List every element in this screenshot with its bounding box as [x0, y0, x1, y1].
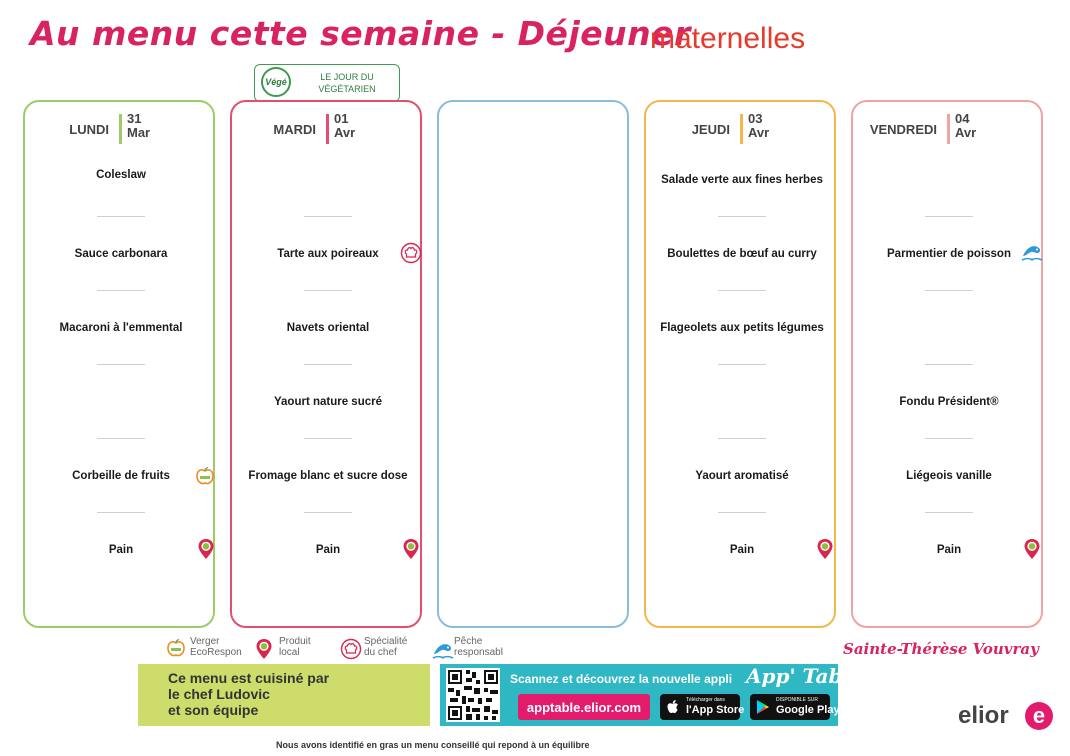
menu-item: Flageolets aux petits légumes	[660, 322, 824, 334]
menu-item: Boulettes de bœuf au curry	[667, 248, 817, 260]
separator	[304, 364, 352, 365]
school-name: Sainte-Thérèse Vouvray	[843, 640, 1039, 658]
menu-item: Sauce carbonara	[74, 248, 168, 260]
chef-line: Ce menu est cuisiné par	[168, 670, 330, 686]
menu-item: Pain	[729, 544, 755, 556]
chef-line: et son équipe	[168, 702, 259, 718]
vege-badge-line2: VÉGÉTARIEN	[318, 84, 376, 94]
day-divider	[740, 114, 743, 144]
produit-local-icon	[402, 538, 420, 560]
produit-local-icon	[816, 538, 834, 560]
day-header	[232, 110, 420, 146]
day-number: 31	[127, 111, 142, 126]
legend-label: Spécialité	[364, 636, 408, 647]
day-name: MARDI	[273, 122, 316, 137]
separator	[97, 512, 145, 513]
separator	[304, 438, 352, 439]
legend-label: Pêche	[454, 636, 483, 647]
legend-label: local	[279, 647, 300, 658]
footer-note: Nous avons identifié en gras un menu conseillé qui repond à un équilibre	[276, 740, 590, 750]
day-name: VENDREDI	[869, 122, 937, 137]
separator	[718, 364, 766, 365]
day-name: JEUDI	[691, 122, 730, 137]
menu-item: Fromage blanc et sucre dose	[248, 470, 408, 482]
menu-item: Pain	[108, 544, 134, 556]
chef-info-box	[138, 664, 430, 726]
menu-item: Yaourt nature sucré	[273, 396, 382, 408]
menu-item: Pain	[936, 544, 962, 556]
separator	[97, 216, 145, 217]
separator	[718, 512, 766, 513]
separator	[925, 438, 973, 439]
app-store-label: l'App Store	[686, 704, 745, 716]
vege-logo-icon: Végé	[261, 67, 291, 97]
day-month: Mar	[127, 125, 151, 140]
day-header	[25, 110, 213, 146]
specialite-chef-icon	[400, 242, 422, 264]
scan-text: Scannez et découvrez la nouvelle appli	[510, 672, 733, 686]
specialite-chef-icon	[340, 638, 362, 660]
menu-item: Parmentier de poisson	[887, 248, 1011, 260]
day-name: LUNDI	[69, 122, 109, 137]
menu-item: Fondu Président®	[899, 396, 999, 408]
vegetarian-day-badge	[254, 64, 400, 102]
menu-item: Salade verte aux fines herbes	[661, 174, 823, 186]
app-store-small: Télécharger dans	[686, 697, 725, 703]
separator	[925, 512, 973, 513]
app-name: App' Table	[746, 664, 863, 688]
separator	[925, 290, 973, 291]
day-divider	[947, 114, 950, 144]
day-column-empty	[437, 100, 629, 628]
day-number: 04	[955, 111, 970, 126]
day-column-mardi	[230, 100, 422, 628]
day-month: Avr	[748, 125, 770, 140]
menu-item: Navets oriental	[286, 322, 370, 334]
verger-ecorespon-icon	[166, 638, 186, 658]
elior-logo: elior	[958, 702, 1009, 729]
google-play-icon	[756, 699, 770, 715]
day-month: Avr	[334, 125, 356, 140]
menu-item: Pain	[315, 544, 341, 556]
produit-local-icon	[255, 638, 273, 660]
day-header	[646, 110, 834, 146]
peche-responsable-icon	[1019, 240, 1045, 262]
separator	[304, 290, 352, 291]
separator	[97, 438, 145, 439]
day-column-lundi	[23, 100, 215, 628]
page-subtitle: maternelles	[650, 22, 806, 55]
legend-label: du chef	[364, 647, 397, 658]
separator	[718, 438, 766, 439]
separator	[925, 216, 973, 217]
separator	[925, 364, 973, 365]
separator	[97, 364, 145, 365]
legend-label: EcoRespon	[190, 647, 242, 658]
produit-local-icon	[197, 538, 215, 560]
menu-item: Yaourt aromatisé	[695, 470, 789, 482]
google-play-label: Google Play	[776, 704, 840, 716]
verger-ecorespon-icon	[195, 466, 215, 486]
elior-mark-icon: e	[1025, 702, 1053, 730]
app-promo-box	[440, 664, 863, 726]
app-store-button[interactable]	[660, 694, 745, 720]
menu-item: Liégeois vanille	[906, 470, 992, 482]
day-column-vendredi	[851, 100, 1043, 628]
produit-local-icon	[1023, 538, 1041, 560]
legend-label: responsabl	[454, 647, 503, 658]
day-divider	[326, 114, 329, 144]
vege-badge-line1: LE JOUR DU	[320, 72, 374, 82]
day-number: 01	[334, 111, 349, 126]
legend-label: Verger	[190, 636, 220, 647]
day-column-jeudi	[644, 100, 836, 628]
day-month: Avr	[955, 125, 977, 140]
menu-item: Tarte aux poireaux	[277, 248, 379, 260]
menu-item: Macaroni à l'emmental	[59, 322, 183, 334]
apple-icon	[666, 699, 680, 715]
menu-item: Coleslaw	[96, 169, 146, 181]
google-play-small: DISPONIBLE SUR	[776, 697, 818, 703]
chef-line: le chef Ludovic	[168, 686, 270, 702]
qr-code-icon[interactable]	[446, 668, 500, 722]
peche-responsable-icon	[430, 638, 456, 660]
legend-label: Produit	[279, 636, 311, 647]
day-header	[853, 110, 1041, 146]
separator	[97, 290, 145, 291]
separator	[304, 512, 352, 513]
separator	[718, 216, 766, 217]
separator	[304, 216, 352, 217]
google-play-button[interactable]	[750, 694, 840, 720]
app-url-button[interactable]: apptable.elior.com	[518, 694, 650, 720]
menu-item: Corbeille de fruits	[72, 470, 170, 482]
separator	[718, 290, 766, 291]
day-divider	[119, 114, 122, 144]
day-number: 03	[748, 111, 763, 126]
page-title: Au menu cette semaine - Déjeuner	[30, 14, 691, 53]
